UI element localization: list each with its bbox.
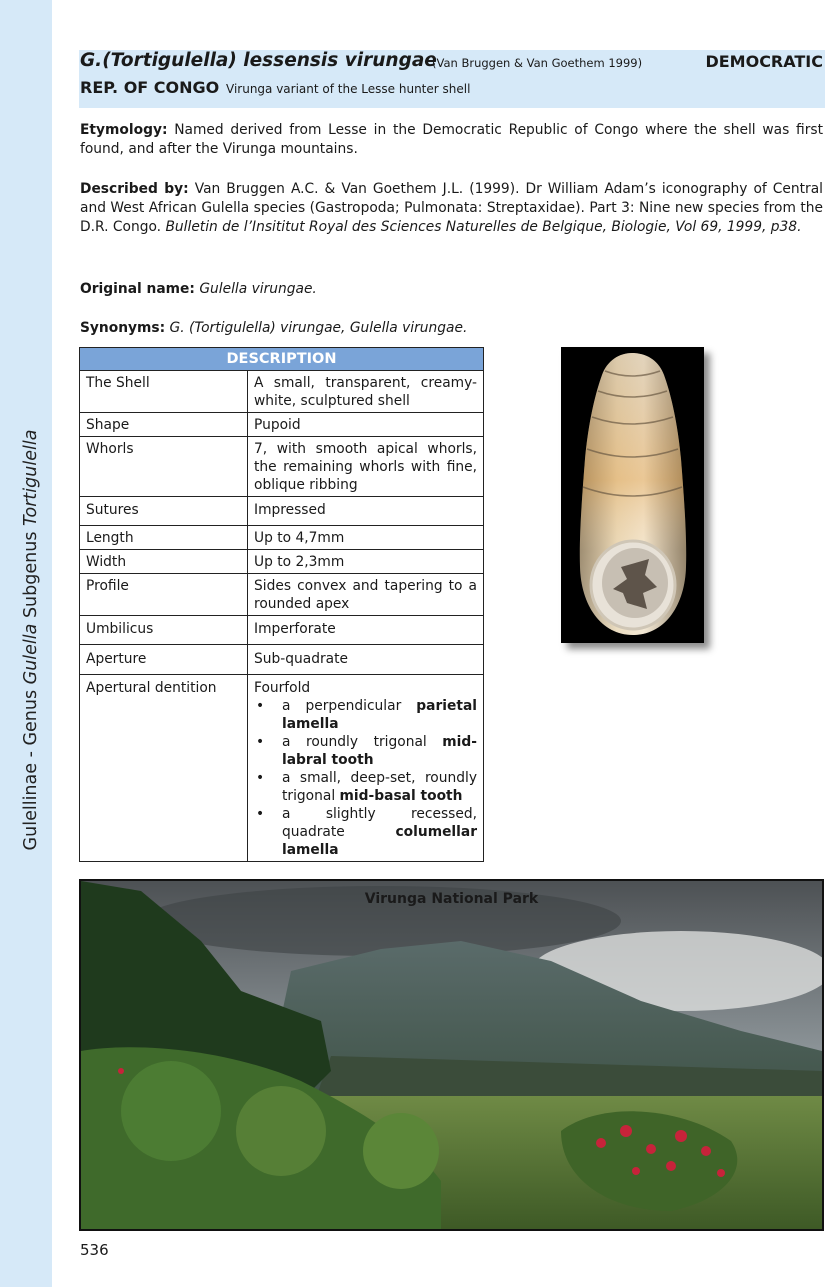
species-title: G.(Tortigulella) lessensis virungae — [80, 50, 437, 71]
row-key: Apertural dentition — [80, 675, 248, 862]
shell-photo — [561, 347, 704, 643]
dentition-text: a roundly trigonal — [282, 734, 443, 750]
row-key: Whorls — [80, 437, 248, 497]
side-tab-label — [21, 430, 41, 851]
country-line-2: REP. OF CONGO — [80, 78, 220, 97]
dentition-term: mid-basal tooth — [339, 788, 463, 804]
list-item — [254, 697, 477, 733]
dentition-text: a slightly recessed, quadrate — [282, 806, 477, 840]
dentition-intro: Fourfold — [254, 680, 311, 696]
table-row — [80, 437, 484, 497]
table-row — [80, 413, 484, 437]
dentition-list — [254, 697, 477, 859]
etymology-text: Named derived from Lesse in the Democratic Republic of Congo where the shell was first found, and after the Virunga mountains. — [80, 122, 823, 157]
row-key: The Shell — [80, 371, 248, 413]
row-key: Length — [80, 526, 248, 550]
side-tab-mid: Subgenus — [21, 526, 41, 624]
row-value: Up to 4,7mm — [248, 526, 484, 550]
side-tab — [0, 0, 52, 1287]
common-name: Virunga variant of the Lesse hunter shell — [226, 82, 471, 96]
etymology-paragraph — [80, 121, 823, 159]
row-value: A small, transparent, creamy-white, sculptured shell — [248, 371, 484, 413]
side-tab-subgenus: Tortigulella — [21, 429, 41, 526]
row-key: Width — [80, 550, 248, 574]
row-value: Sides convex and tapering to a rounded apex — [248, 574, 484, 616]
table-row — [80, 550, 484, 574]
table-row — [80, 574, 484, 616]
etymology-label: Etymology: — [80, 122, 168, 138]
dentition-text: a small, deep-set, roundly trigonal — [282, 770, 477, 804]
table-row — [80, 616, 484, 645]
original-name-value: Gulella virungae. — [199, 281, 317, 297]
row-key: Umbilicus — [80, 616, 248, 645]
dentition-text: a perpendicular — [282, 698, 417, 714]
original-name-paragraph — [80, 280, 823, 299]
row-key: Sutures — [80, 497, 248, 526]
list-item — [254, 769, 477, 805]
table-row — [80, 497, 484, 526]
description-header-row — [80, 348, 484, 371]
row-value: Sub-quadrate — [248, 645, 484, 675]
list-item — [254, 805, 477, 859]
dentition-term: mid-labral tooth — [282, 734, 477, 768]
synonyms-paragraph — [80, 319, 823, 338]
row-key: Aperture — [80, 645, 248, 675]
table-row — [80, 675, 484, 862]
dentition-term: columellar lamella — [282, 824, 477, 858]
description-table — [79, 347, 484, 862]
side-tab-genus: Gulella — [21, 623, 41, 685]
dentition-cell — [248, 675, 484, 862]
list-item — [254, 733, 477, 769]
photo-caption: Virunga National Park — [364, 891, 539, 907]
country-line-1: DEMOCRATIC — [705, 52, 823, 71]
table-row — [80, 526, 484, 550]
synonyms-label: Synonyms: — [80, 320, 166, 336]
synonyms-value: G. (Tortigulella) virungae, Gulella virungae. — [169, 320, 468, 336]
described-by-journal: Bulletin de l’Insititut Royal des Sciences Naturelles de Belgique, Biologie, Vol 69, 1999, p38. — [165, 219, 802, 235]
side-tab-prefix: Gulellinae - Genus — [21, 684, 41, 851]
row-value: Up to 2,3mm — [248, 550, 484, 574]
species-authority: (Van Bruggen & Van Goethem 1999) — [432, 56, 643, 70]
row-value: Impressed — [248, 497, 484, 526]
table-row — [80, 371, 484, 413]
described-by-label: Described by: — [80, 181, 189, 197]
dentition-term: parietal lamella — [282, 698, 477, 732]
original-name-label: Original name: — [80, 281, 195, 297]
shell-illustration — [561, 347, 704, 643]
landscape-photo — [79, 879, 824, 1231]
landscape-illustration — [81, 881, 822, 1229]
row-value: Pupoid — [248, 413, 484, 437]
row-value: Imperforate — [248, 616, 484, 645]
row-value: 7, with smooth apical whorls, the remaining whorls with fine, oblique ribbing — [248, 437, 484, 497]
row-key: Profile — [80, 574, 248, 616]
description-heading: DESCRIPTION — [80, 348, 484, 371]
table-row — [80, 645, 484, 675]
described-by-paragraph — [80, 180, 823, 237]
page-number: 536 — [80, 1241, 109, 1259]
described-by-text: Van Bruggen A.C. & Van Goethem J.L. (1999). Dr William Adam’s iconography of Central and West African Gulella species (Gastropoda; Pulmonata: Streptaxidae). Part 3: Nine new species from the D.R. Congo. — [80, 181, 823, 235]
row-key: Shape — [80, 413, 248, 437]
